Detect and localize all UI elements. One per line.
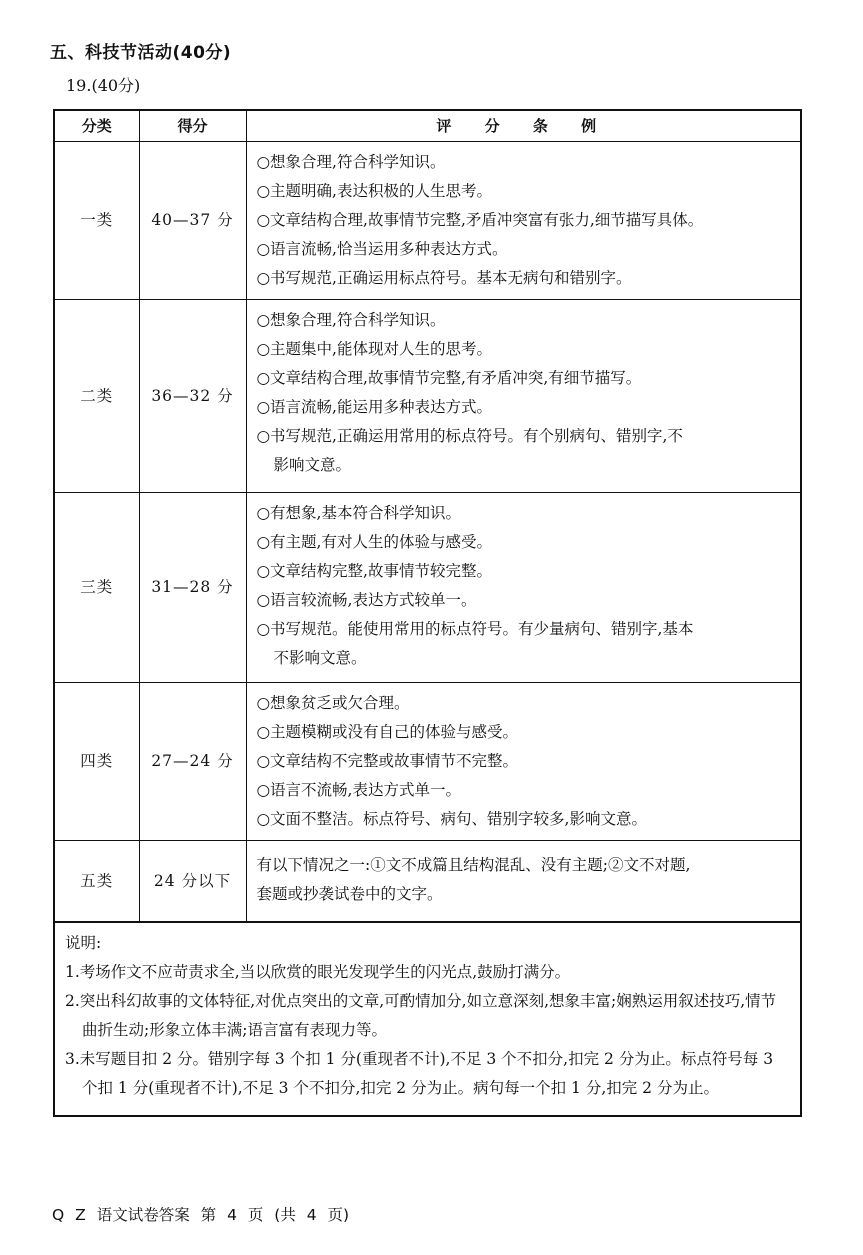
header-category: 分类 [55, 111, 139, 142]
question-label: 19.(40分) [66, 76, 141, 95]
table-row [55, 841, 800, 922]
table-row [55, 683, 800, 841]
criteria-cell [246, 300, 800, 493]
criterion-line: ○想象合理,符合科学知识。 [256, 311, 446, 329]
criterion-line: ○有主题,有对人生的体验与感受。 [256, 533, 492, 551]
criteria-cell [246, 683, 800, 841]
criterion-line: ○文章结构完整,故事情节较完整。 [256, 562, 492, 580]
table-row [55, 493, 800, 683]
category-cell: 三类 [55, 493, 139, 683]
category-cell: 二类 [55, 300, 139, 493]
footer-page-number: 第 4 页 (共 4 页) [200, 1206, 350, 1224]
criterion-line: ○文章结构不完整或故事情节不完整。 [256, 752, 519, 770]
criterion-line: ○语言较流畅,表达方式较单一。 [256, 591, 477, 609]
criterion-line: ○语言流畅,能运用多种表达方式。 [256, 398, 492, 416]
criterion-line: ○书写规范,正确运用常用的标点符号。有个别病句、错别字,不 [256, 427, 683, 445]
rubric-table [53, 109, 802, 1117]
section-title: 五、科技节活动(40分) [50, 43, 232, 63]
criterion-line: ○文章结构合理,故事情节完整,矛盾冲突富有张力,细节描写具体。 [256, 211, 704, 229]
table-row [55, 300, 800, 493]
category-cell: 一类 [55, 142, 139, 300]
criteria-cell [246, 493, 800, 683]
score-cell: 36—32 分 [139, 300, 246, 493]
score-cell: 40—37 分 [139, 142, 246, 300]
score-cell: 24 分以下 [139, 841, 246, 922]
footer-doc-name: 语文试卷答案 [96, 1206, 190, 1224]
criterion-line: ○语言不流畅,表达方式单一。 [256, 781, 461, 799]
notes-section [55, 922, 800, 1115]
criterion-line: ○主题明确,表达积极的人生思考。 [256, 182, 492, 200]
criterion-line: ○想象贫乏或欠合理。 [256, 694, 410, 712]
criteria-cell [246, 142, 800, 300]
header-score: 得分 [139, 111, 246, 142]
table-row [55, 142, 800, 300]
notes-title: 说明: [65, 934, 102, 952]
criterion-line: ○文面不整洁。标点符号、病句、错别字较多,影响文意。 [256, 810, 647, 828]
criterion-line: ○文章结构合理,故事情节完整,有矛盾冲突,有细节描写。 [256, 369, 642, 387]
note-item: 3.未写题目扣 2 分。错别字每 3 个扣 1 分(重现者不计),不足 3 个不扣分,扣完 2 分为止。标点符号每 3 个扣 1 分(重现者不计),不足 3 个不扣分,扣完 2 分为止。病句每一个扣 1 分,扣完 2 分为止。 [65, 1050, 774, 1097]
criterion-line: ○主题模糊或没有自己的体验与感受。 [256, 723, 519, 741]
criteria-cell [246, 841, 800, 922]
score-cell: 27—24 分 [139, 683, 246, 841]
table-header-row [55, 111, 800, 142]
criterion-line: 影响文意。 [273, 456, 352, 474]
header-criteria: 评 分 条 例 [246, 111, 800, 142]
criterion-line: ○有想象,基本符合科学知识。 [256, 504, 461, 522]
note-item: 1.考场作文不应苛责求全,当以欣赏的眼光发现学生的闪光点,鼓励打满分。 [65, 963, 571, 981]
category-cell: 五类 [55, 841, 139, 922]
criterion-line: 不影响文意。 [273, 649, 367, 667]
score-cell: 31—28 分 [139, 493, 246, 683]
note-item: 2.突出科幻故事的文体特征,对优点突出的文章,可酌情加分,如立意深刻,想象丰富;娴熟运用叙述技巧,情节曲折生动;形象立体丰满;语言富有表现力等。 [65, 992, 777, 1039]
criterion-line: 有以下情况之一:①文不成篇且结构混乱、没有主题;②文不对题, [256, 856, 691, 874]
criterion-line: ○书写规范,正确运用标点符号。基本无病句和错别字。 [256, 269, 632, 287]
page-footer [52, 1203, 349, 1225]
footer-code: Q Z [52, 1206, 86, 1224]
criterion-line: ○想象合理,符合科学知识。 [256, 153, 446, 171]
criterion-line: ○语言流畅,恰当运用多种表达方式。 [256, 240, 508, 258]
criterion-line: 套题或抄袭试卷中的文字。 [256, 885, 443, 903]
criterion-line: ○主题集中,能体现对人生的思考。 [256, 340, 492, 358]
criterion-line: ○书写规范。能使用常用的标点符号。有少量病句、错别字,基本 [256, 620, 694, 638]
category-cell: 四类 [55, 683, 139, 841]
